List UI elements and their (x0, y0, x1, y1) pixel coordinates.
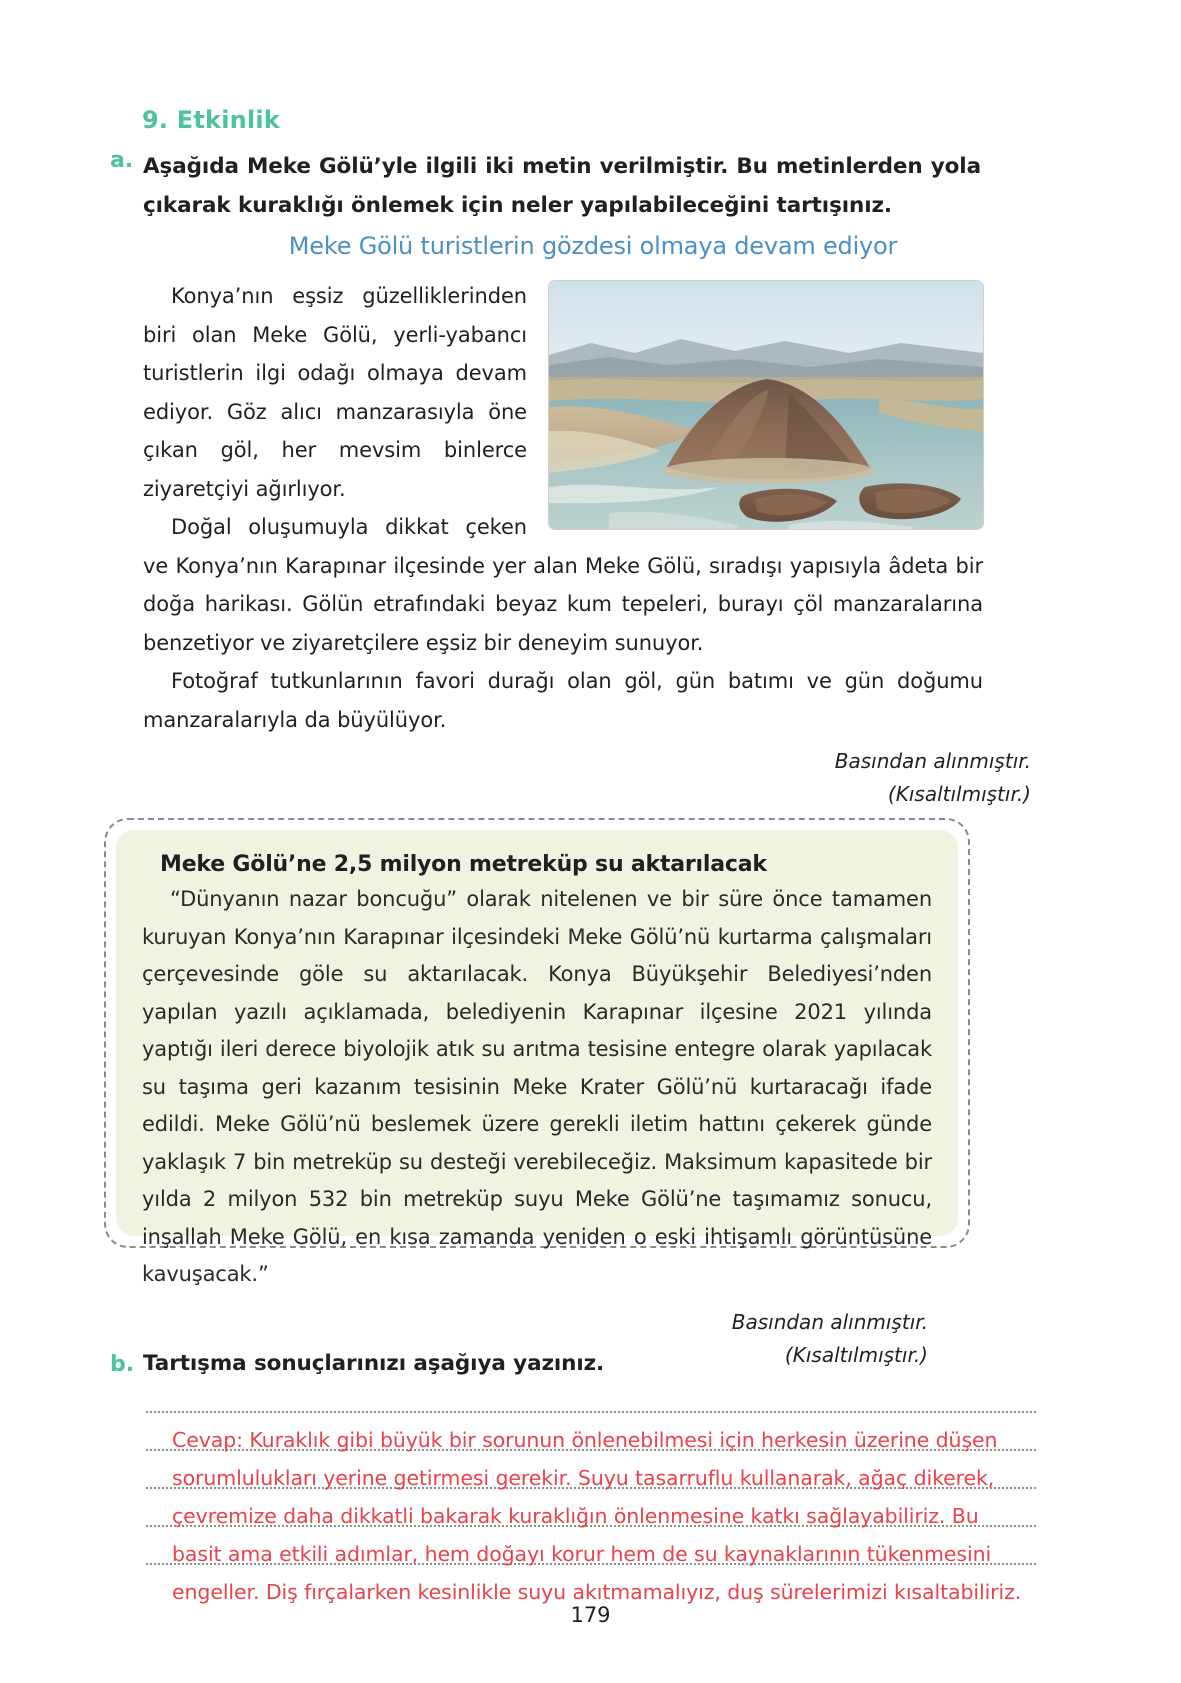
infobox-paragraph: “Dünyanın nazar boncuğu” olarak nitelenen ve bir süre önce tamamen kuruyan Konya’nın Karapınar ilçesindeki Meke Gölü’nü kurtarma çalışmaları çerçevesinde göle su aktarılacak. Konya Büyükşehir Belediyesi’nden yapılan yazılı açıklamada, belediyenin Karapınar ilçesine 2021 yılında yaptığı ileri derece biyolojik atık su arıtma tesisine entegre olarak yapılacak su taşıma geri kazanım tesisinin Meke Krater Gölü’nü kurtaracağı ifade edildi. Meke Gölü’nü beslemek üzere gerekli iletim hattını çekerek günde yaklaşık 7 bin metreküp su desteği verebileceğiz. Maksimum kapasitede bir yılda 2 milyon 532 bin metreküp suyu Meke Gölü’ne taşımamız sonucu, inşallah Meke Gölü, en kısa zamanda yeniden o eski ihtişamlı görüntüsüne kavuşacak.” (142, 887, 932, 1286)
article-headline: Meke Gölü turistlerin gözdesi olmaya devam ediyor (288, 232, 898, 260)
activity-title: 9. Etkinlik (142, 106, 280, 134)
item-a-instruction: Aşağıda Meke Gölü’yle ilgili iki metin verilmiştir. Bu metinlerden yola çıkarak kuraklığı önlemek için neler yapılabileceğini tartışınız. (143, 154, 981, 218)
article-source-line-2: (Kısaltılmıştır.) (887, 782, 1031, 806)
item-b-marker: b. (110, 1352, 135, 1377)
infobox-source-line-1: Basından alınmıştır. (731, 1309, 928, 1334)
item-b-instruction: Tartışma sonuçlarınızı aşağıya yazınız. (143, 1351, 605, 1376)
answer-rule-line (146, 1411, 1036, 1413)
item-a-marker: a. (110, 148, 134, 173)
article-paragraph: Fotoğraf tutkunlarının favori durağı olan göl, gün batımı ve gün doğumu manzaralarıyla da büyülüyor. (143, 669, 983, 732)
answer-area[interactable] (146, 1411, 1036, 1604)
article-paragraph: Doğal oluşumuyla dikkat çeken ve Konya’nın Karapınar ilçesinde yer alan Meke Gölü, sıradışı yapısıyla âdeta bir doğa harikası. Gölün etrafındaki beyaz kum tepeleri, burayı çöl manzaralarına benzetiyor ve ziyaretçilere eşsiz bir deneyim sunuyor. (143, 515, 983, 655)
infobox-title: Meke Gölü’ne 2,5 milyon metreküp su aktarılacak (160, 852, 767, 877)
page-number: 179 (570, 1603, 611, 1627)
infobox-source-line-2: (Kısaltılmıştır.) (784, 1342, 928, 1367)
article-body (143, 277, 983, 739)
article-photo-wrapper (549, 281, 983, 529)
meke-golu-photo (549, 281, 983, 529)
infobox-body (142, 881, 932, 1294)
answer-text[interactable]: Cevap: Kuraklık gibi büyük bir sorunun önlenebilmesi için herkesin üzerine düşen sorumlulukları yerine getirmesi gerekir. Suyu tasarruflu kullanarak, ağaç dikerek, çevremize daha dikkatli bakarak kuraklığın önlenmesine katkı sağlayabiliriz. Bu basit ama etkili adımlar, hem doğayı korur hem de su kaynaklarının tükenmesini engeller. Diş fırçalarken kesinlikle suyu akıtmamalıyız, duş sürelerimizi kısaltabiliriz. (172, 1428, 1022, 1604)
article-paragraph: Konya’nın eşsiz güzelliklerinden biri olan Meke Gölü, yerli-yabancı turistlerin ilgi odağı olmaya devam ediyor. Göz alıcı manzarasıyla öne çıkan göl, her mevsim binlerce ziyaretçiyi ağırlıyor. (143, 284, 527, 501)
article-source (835, 745, 1031, 811)
article-source-line-1: Basından alınmıştır. (834, 749, 1031, 773)
